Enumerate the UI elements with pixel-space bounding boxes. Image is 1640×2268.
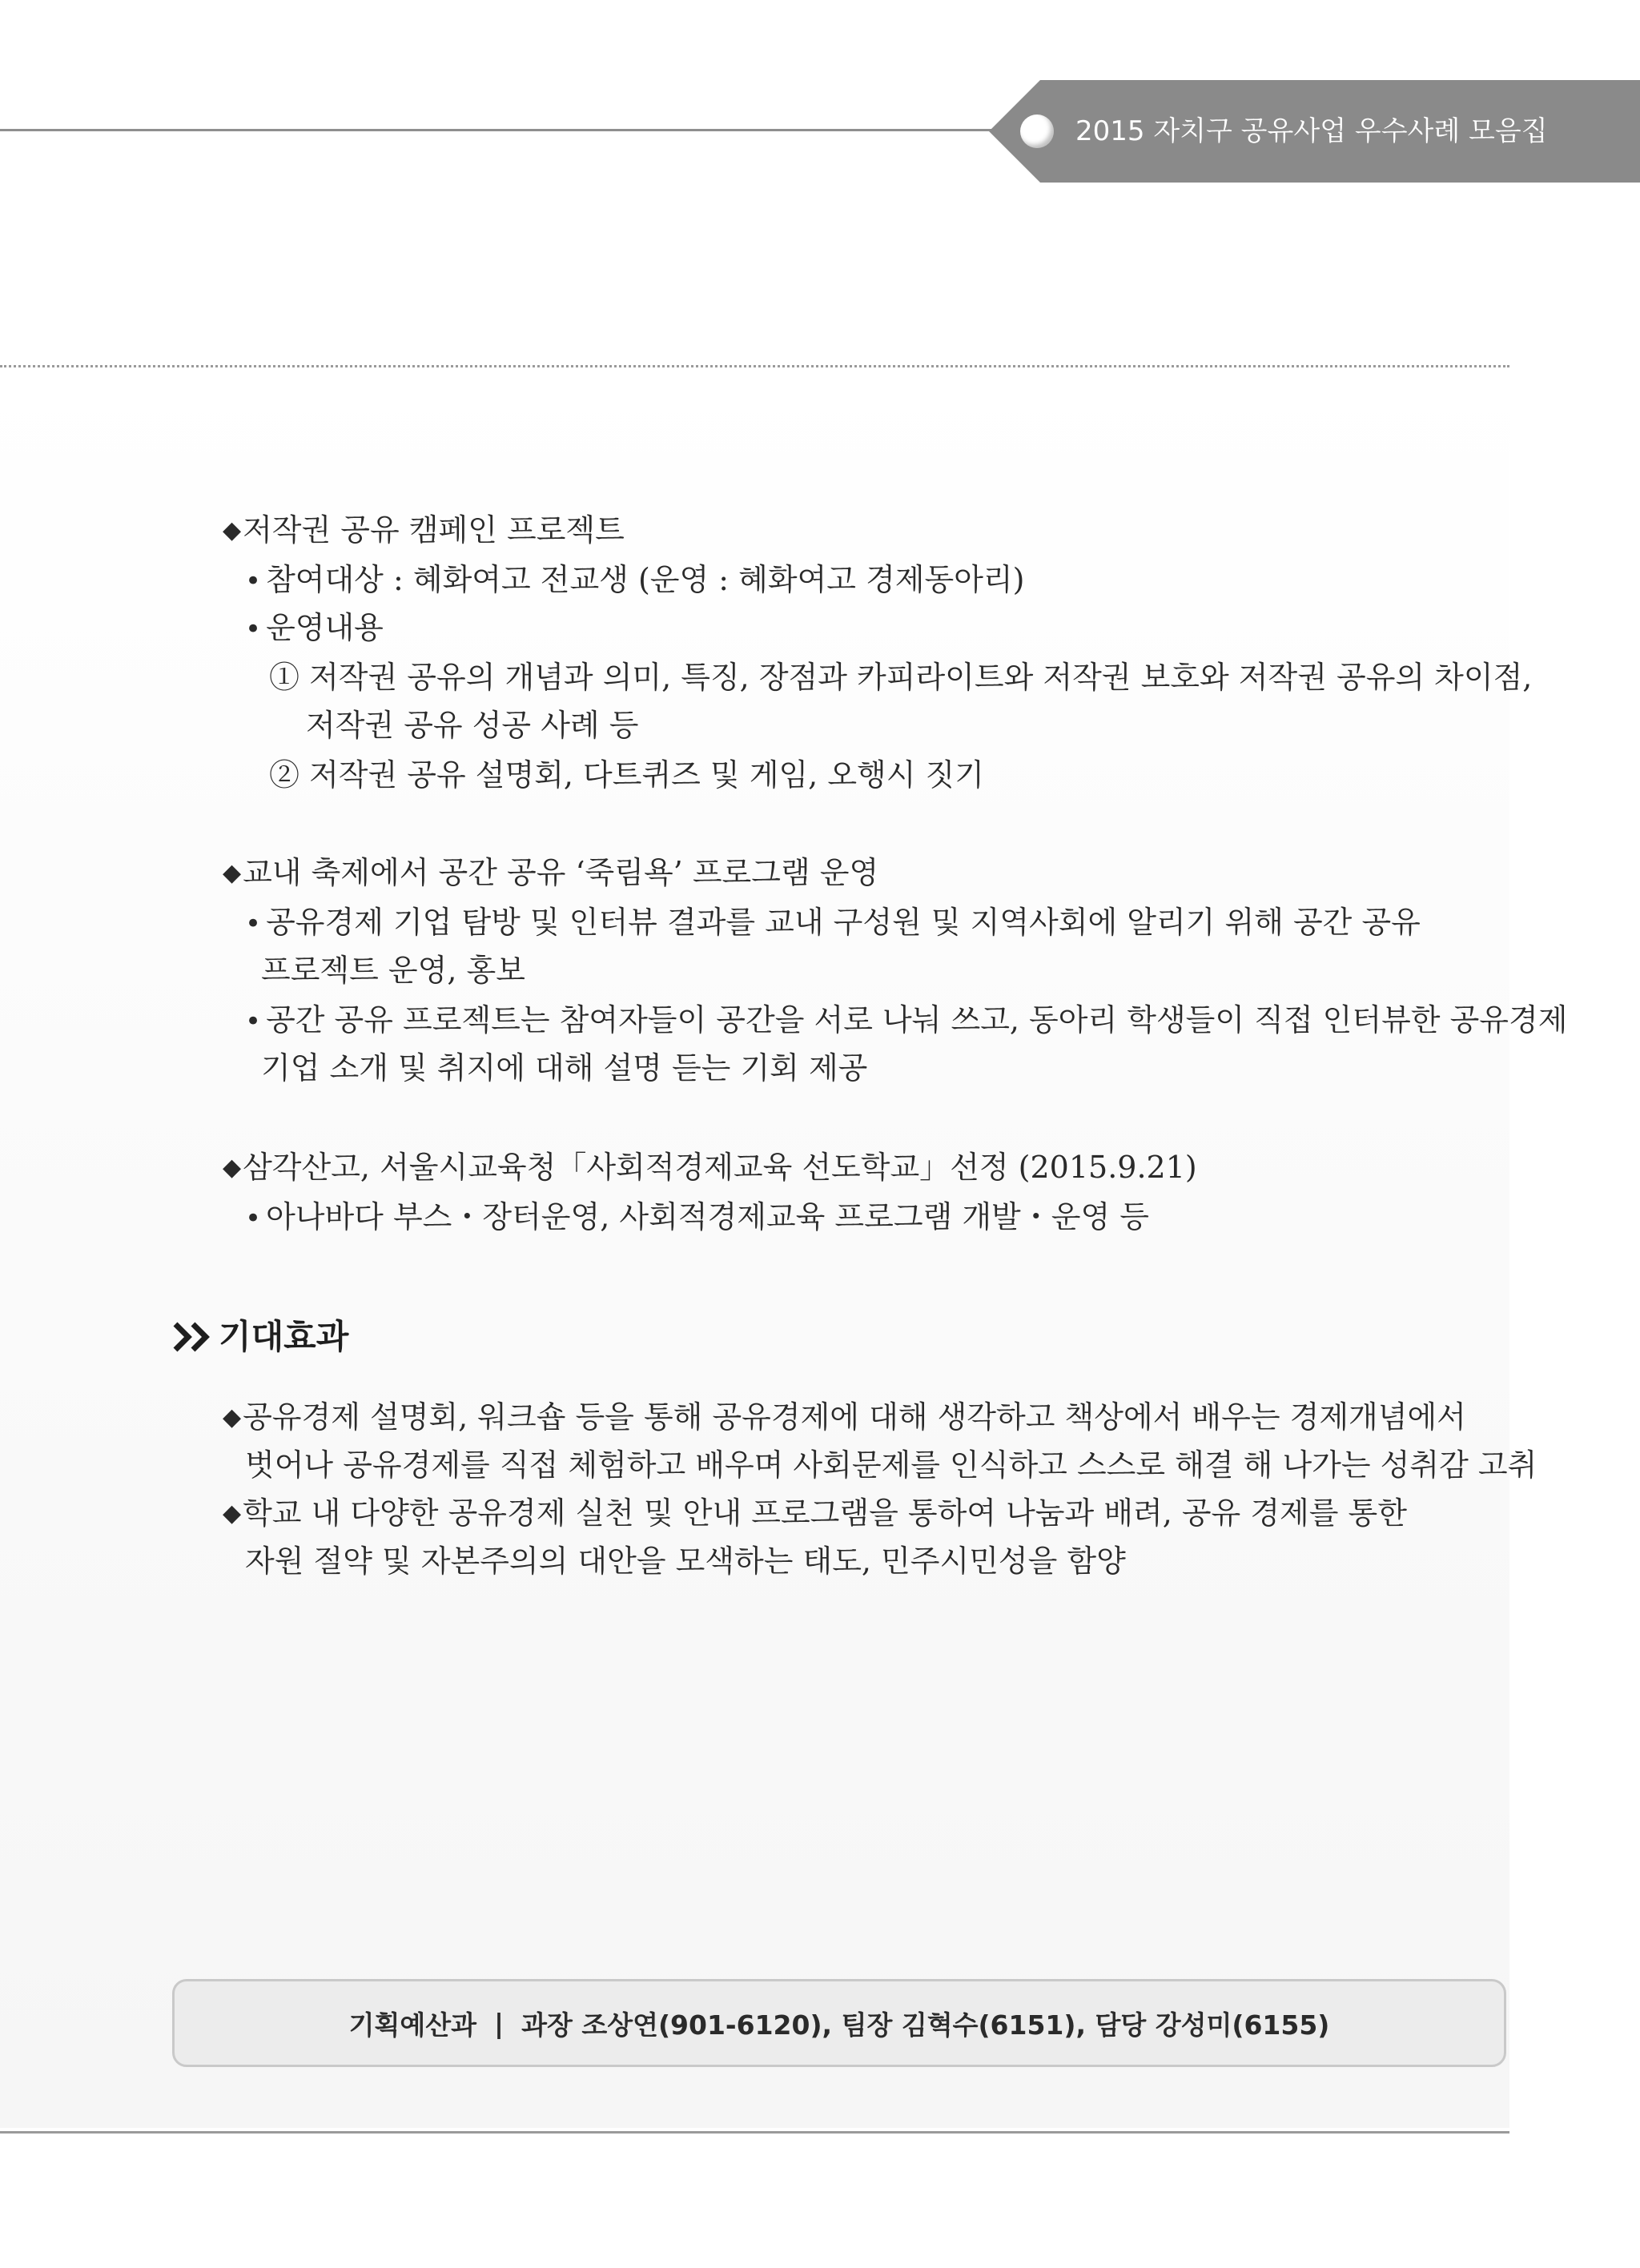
- footer-rule: [0, 2131, 1509, 2134]
- diamond-bullet-icon: ◆: [223, 1499, 242, 1527]
- contact-people: 과장 조상연(901-6120), 팀장 김혁수(6151), 담당 강성미(6155): [521, 2009, 1330, 2041]
- bullet-item-continuation: 프로젝트 운영, 홍보: [261, 953, 525, 988]
- section-title: 기대효과: [219, 1317, 349, 1356]
- bullet-item: • 공유경제 기업 탐방 및 인터뷰 결과를 교내 구성원 및 지역사회에 알리기 위해 공간 공유: [245, 905, 1421, 940]
- block-heading: ◆삼각산고, 서울시교육청「사회적경제교육 선도학교」선정 (2015.9.21): [223, 1150, 1197, 1185]
- effect-item-continuation: 벗어나 공유경제를 직접 체험하고 배우며 사회문제를 인식하고 스스로 해결 해 나가는 성취감 고취: [245, 1447, 1538, 1483]
- numbered-item: ① 저작권 공유의 개념과 의미, 특징, 장점과 카피라이트와 저작권 보호와 저작권 공유의 차이점,: [269, 660, 1533, 695]
- contact-box: [172, 1979, 1506, 2067]
- dot-bullet-icon: •: [245, 565, 262, 597]
- effect-item: ◆공유경제 설명회, 워크숍 등을 통해 공유경제에 대해 생각하고 책상에서 배우는 경제개념에서: [223, 1399, 1466, 1435]
- running-header-title: 2015 자치구 공유사업 우수사례 모음집: [1075, 115, 1548, 147]
- bullet-item: • 공간 공유 프로젝트는 참여자들이 공간을 서로 나눠 쓰고, 동아리 학생들이 직접 인터뷰한 공유경제: [245, 1002, 1568, 1038]
- bullet-item: • 참여대상 : 혜화여고 전교생 (운영 : 혜화여고 경제동아리): [245, 562, 1025, 597]
- bullet-item: • 운영내용: [245, 610, 384, 645]
- dotted-divider: [0, 365, 1509, 367]
- header-rule: [0, 129, 997, 131]
- numbered-item: ② 저작권 공유 설명회, 다트퀴즈 및 게임, 오행시 짓기: [269, 757, 984, 793]
- contact-department: 기획예산과: [348, 2009, 477, 2041]
- contact-separator: |: [494, 2007, 504, 2039]
- header-circle-icon: [1020, 114, 1054, 148]
- bullet-item: • 아나바다 부스・장터운영, 사회적경제교육 프로그램 개발・운영 등: [245, 1199, 1149, 1234]
- diamond-bullet-icon: ◆: [223, 859, 242, 887]
- block-heading: ◆교내 축제에서 공간 공유 ‘죽림욕’ 프로그램 운영: [223, 855, 879, 890]
- numbered-item-continuation: 저작권 공유 성공 사례 등: [306, 708, 639, 743]
- dot-bullet-icon: •: [245, 1202, 262, 1234]
- dot-bullet-icon: •: [245, 908, 262, 940]
- dot-bullet-icon: •: [245, 613, 262, 645]
- block-heading: ◆저작권 공유 캠페인 프로젝트: [223, 512, 625, 548]
- dot-bullet-icon: •: [245, 1006, 262, 1038]
- bullet-item-continuation: 기업 소개 및 취지에 대해 설명 듣는 기회 제공: [261, 1050, 868, 1086]
- diamond-bullet-icon: ◆: [223, 516, 242, 544]
- effect-item: ◆학교 내 다양한 공유경제 실천 및 안내 프로그램을 통하여 나눔과 배려, 공유 경제를 통한: [223, 1495, 1407, 1531]
- effect-item-continuation: 자원 절약 및 자본주의의 대안을 모색하는 태도, 민주시민성을 함양: [245, 1543, 1126, 1579]
- diamond-bullet-icon: ◆: [223, 1154, 242, 1182]
- diamond-bullet-icon: ◆: [223, 1403, 242, 1431]
- double-chevron-icon: [172, 1319, 214, 1355]
- page-background: [0, 367, 1509, 2128]
